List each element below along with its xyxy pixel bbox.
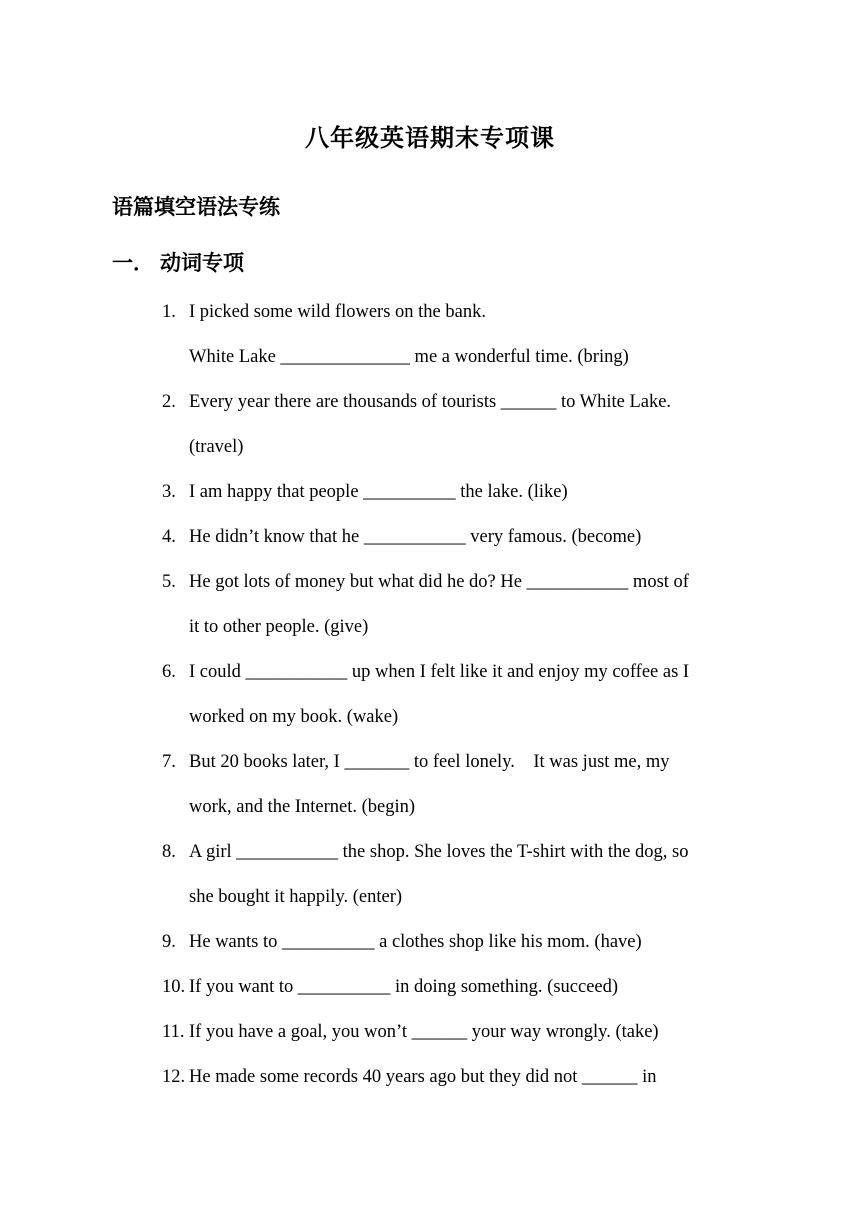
exercise-list — [162, 290, 752, 1100]
exercise-line: If you want to __________ in doing something. (succeed) — [189, 977, 619, 997]
section-label: 动词专项 — [160, 251, 244, 275]
exercise-text — [189, 965, 752, 1010]
exercise-number: 6. — [162, 662, 176, 682]
exercise-text — [189, 920, 752, 965]
exercise-item — [162, 1055, 752, 1100]
exercise-item — [162, 380, 752, 470]
exercise-line: A girl ___________ the shop. She loves the T-shirt with the dog, so — [189, 842, 689, 862]
exercise-line: I could ___________ up when I felt like it and enjoy my coffee as I — [189, 662, 690, 682]
exercise-line: I am happy that people __________ the lake. (like) — [189, 482, 568, 502]
exercise-number: 4. — [162, 527, 176, 547]
page-title: 八年级英语期末专项课 — [305, 124, 555, 152]
exercise-item — [162, 470, 752, 515]
exercise-item — [162, 1010, 752, 1055]
exercise-text — [189, 1055, 752, 1100]
exercise-line: He made some records 40 years ago but they did not ______ in — [189, 1067, 657, 1087]
exercise-number: 3. — [162, 482, 176, 502]
exercise-item — [162, 830, 752, 920]
exercise-number: 9. — [162, 932, 176, 952]
exercise-line: He got lots of money but what did he do? He ___________ most of — [189, 572, 689, 592]
exercise-number: 8. — [162, 842, 176, 862]
exercise-text — [189, 740, 752, 830]
exercise-line: If you have a goal, you won’t ______ your way wrongly. (take) — [189, 1022, 659, 1042]
exercise-line: He didn’t know that he ___________ very famous. (become) — [189, 527, 642, 547]
exercise-number: 1. — [162, 302, 176, 322]
exercise-number: 5. — [162, 572, 176, 592]
exercise-text — [189, 380, 752, 470]
exercise-line: But 20 books later, I _______ to feel lonely. It was just me, my — [189, 752, 670, 772]
exercise-line: she bought it happily. (enter) — [189, 887, 403, 907]
section-number: 一． — [112, 251, 154, 275]
exercise-text — [189, 560, 752, 650]
exercise-line: work, and the Internet. (begin) — [189, 797, 416, 817]
exercise-number: 10. — [162, 977, 186, 997]
exercise-text — [189, 650, 752, 740]
exercise-number: 7. — [162, 752, 176, 772]
exercise-text — [189, 290, 752, 380]
exercise-line: I picked some wild flowers on the bank. — [189, 302, 486, 322]
exercise-item — [162, 290, 752, 380]
exercise-item — [162, 650, 752, 740]
exercise-text — [189, 1010, 752, 1055]
exercise-number: 12. — [162, 1067, 186, 1087]
exercise-line: (travel) — [189, 437, 244, 457]
exercise-item — [162, 965, 752, 1010]
exercise-item — [162, 515, 752, 560]
section-heading — [112, 246, 244, 280]
exercise-number: 11. — [162, 1022, 185, 1042]
exercise-text — [189, 515, 752, 560]
exercise-item — [162, 560, 752, 650]
exercise-line: it to other people. (give) — [189, 617, 369, 637]
exercise-line: worked on my book. (wake) — [189, 707, 399, 727]
document-subtitle: 语篇填空语法专练 — [112, 195, 280, 219]
exercise-line: He wants to __________ a clothes shop like his mom. (have) — [189, 932, 642, 952]
exercise-line: White Lake ______________ me a wonderful time. (bring) — [189, 347, 629, 367]
exercise-number: 2. — [162, 392, 176, 412]
exercise-item — [162, 740, 752, 830]
exercise-line: Every year there are thousands of tourists ______ to White Lake. — [189, 392, 672, 412]
exercise-item — [162, 920, 752, 965]
exercise-text — [189, 830, 752, 920]
exercise-text — [189, 470, 752, 515]
